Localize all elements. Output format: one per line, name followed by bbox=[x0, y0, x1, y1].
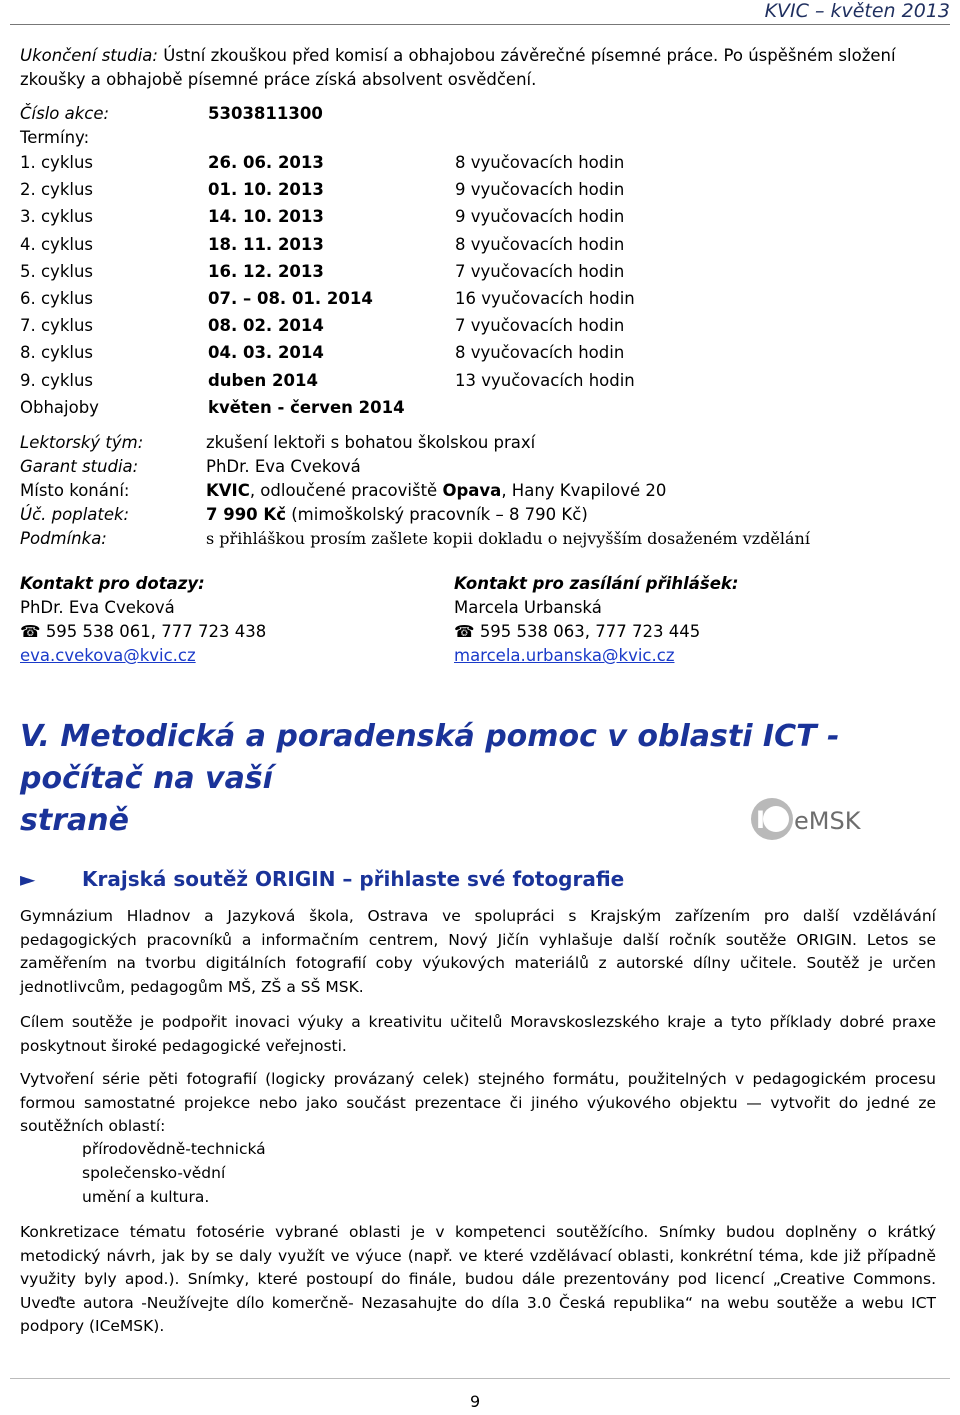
cycle-hours: 16 vyučovacích hodin bbox=[455, 289, 635, 308]
cycle-date: 07. – 08. 01. 2014 bbox=[208, 289, 373, 308]
footer-divider bbox=[10, 1378, 950, 1379]
section-heading-line2: straně bbox=[20, 803, 129, 838]
logo-text-emsk: eMSK bbox=[794, 807, 861, 835]
lecturers-label: Lektorský tým: bbox=[20, 433, 144, 452]
paragraph-3: Vytvoření série pěti fotografií (logicky provázaný celek) stejného formátu, použitelných v pedagogickém procesu formou samostatné projekce nebo jako součást prezentace či jiného výukového objektu — vytvořit do jedné ze soutěžních oblastí: bbox=[20, 1070, 936, 1135]
running-header: KVIC – květen 2013 bbox=[764, 0, 950, 22]
venue-value bbox=[206, 479, 666, 503]
contact-left-name: PhDr. Eva Cveková bbox=[20, 598, 175, 617]
intro-label: Ukončení studia: bbox=[20, 46, 158, 65]
guarantor-value: PhDr. Eva Cveková bbox=[206, 457, 361, 476]
section-heading-line1: V. Metodická a poradenská pomoc v oblasti ICT - počítač na vaší bbox=[20, 719, 840, 796]
competition-area: přírodovědně-technická bbox=[82, 1140, 266, 1158]
fee-label-b: . poplatek: bbox=[41, 505, 130, 524]
contact-left-email[interactable]: eva.cvekova@kvic.cz bbox=[20, 646, 196, 665]
cycle-name: 3. cyklus bbox=[20, 207, 94, 227]
guarantor-label: Garant studia: bbox=[20, 457, 139, 476]
intro-paragraph bbox=[20, 44, 938, 92]
contact-right-heading: Kontakt pro zasílání přihlášek: bbox=[454, 574, 739, 593]
subsection-title: Krajská soutěž ORIGIN – přihlaste své fotografie bbox=[82, 867, 625, 891]
cycle-name: 9. cyklus bbox=[20, 370, 94, 390]
fee-label-a: Úč bbox=[20, 505, 42, 524]
condition-value: s přihláškou prosím zašlete kopii dokladu o nejvyšším dosaženém vzdělání bbox=[206, 529, 810, 548]
cycle-name: 6. cyklus bbox=[20, 289, 94, 308]
venue-org: KVIC bbox=[206, 481, 250, 500]
cycle-hours: 8 vyučovacích hodin bbox=[455, 153, 625, 172]
action-number: 5303811300 bbox=[208, 104, 323, 123]
condition-label: Podmínka: bbox=[20, 529, 107, 548]
paragraph-4: Konkretizace tématu fotosérie vybrané oblasti je v kompetenci soutěžícího. Snímky budou doplněny o krátký metodický návrh, jak by se daly využít ve výuce (např. ve které vzdělávací oblasti, konkrétní téma, kde již případně využity byly apod.). Snímky, které postoupí do finále, budou dále prezentovány pod licencí „Creative Commons. Uveďte autora -Neužívejte dílo komerčně- Nezasahujte do díla 3.0 Česká republika“ na webu soutěže a webu ICT podpory (ICeMSK). bbox=[20, 1223, 936, 1335]
fee-price: 7 990 Kč bbox=[206, 505, 286, 524]
contact-inquiries bbox=[20, 572, 266, 668]
cycle-hours: 8 vyučovacích hodin bbox=[455, 234, 625, 254]
telephone-icon: ☎ bbox=[454, 622, 480, 641]
venue-label: Místo konání: bbox=[20, 481, 130, 500]
contact-left-phone-line bbox=[20, 620, 266, 644]
action-label: Číslo akce: bbox=[20, 104, 110, 123]
cycle-hours: 8 vyučovacích hodin bbox=[455, 343, 625, 363]
contact-left-phone: 595 538 061, 777 723 438 bbox=[45, 622, 267, 641]
fee-note: (mimoškolský pracovník – 8 790 Kč) bbox=[285, 505, 588, 524]
telephone-icon: ☎ bbox=[20, 622, 46, 641]
page-number: 9 bbox=[470, 1392, 481, 1411]
terms-label: Termíny: bbox=[20, 128, 90, 147]
competition-area: umění a kultura. bbox=[82, 1188, 210, 1206]
cycle-name: 5. cyklus bbox=[20, 261, 94, 281]
cycle-name: 4. cyklus bbox=[20, 234, 94, 254]
fee-label bbox=[20, 503, 129, 527]
contact-right-email[interactable]: marcela.urbanska@kvic.cz bbox=[454, 646, 675, 665]
cycle-name: 2. cyklus bbox=[20, 180, 94, 200]
contact-right-phone-line bbox=[454, 620, 739, 644]
fee-value bbox=[206, 503, 588, 527]
venue-rest1: , odloučené pracoviště bbox=[249, 481, 443, 500]
arrow-right-icon: ► bbox=[20, 867, 36, 891]
icemsk-logo bbox=[750, 796, 872, 842]
cycle-date: 01. 10. 2013 bbox=[208, 180, 324, 200]
venue-rest2: , Hany Kvapilové 20 bbox=[501, 481, 667, 500]
paragraph-1: Gymnázium Hladnov a Jazyková škola, Ostrava ve spolupráci s Krajským zařízením pro další vzdělávání pedagogických pracovníků a informačním centrem, Nový Jičín vyhlašuje další ročník soutěže ORIGIN. Letos se zaměřením na tvorbu digitálních fotografií coby výukových materiálů z autorské dílny učitele. Soutěž je určen jednotlivcům, pedagogům MŠ, ZŠ a SŠ MSK. bbox=[20, 907, 936, 996]
cycle-date: 14. 10. 2013 bbox=[208, 207, 324, 227]
cycle-date: 04. 03. 2014 bbox=[208, 343, 324, 363]
cycle-name: Obhajoby bbox=[20, 397, 99, 417]
cycle-name: 7. cyklus bbox=[20, 316, 94, 336]
contact-applications bbox=[454, 572, 739, 668]
cycle-date: duben 2014 bbox=[208, 370, 318, 390]
logo-text-ic: IC bbox=[756, 806, 783, 834]
intro-text: Ústní zkouškou před komisí a obhajobou závěrečné písemné práce. Po úspěšném složení zkoušky a obhajobě písemné práce získá absolvent osvědčení. bbox=[20, 46, 896, 89]
cycle-hours: 13 vyučovacích hodin bbox=[455, 370, 635, 390]
competition-area: společensko-vědní bbox=[82, 1164, 226, 1182]
cycle-name: 8. cyklus bbox=[20, 343, 94, 363]
cycle-hours: 9 vyučovacích hodin bbox=[455, 207, 625, 227]
cycle-hours: 7 vyučovacích hodin bbox=[455, 316, 625, 336]
paragraph-2: Cílem soutěže je podpořit inovaci výuky a kreativitu učitelů Moravskoslezského kraje a tyto příklady dobré praxe poskytnout široké pedagogické veřejnosti. bbox=[20, 1013, 936, 1055]
cycle-hours: 7 vyučovacích hodin bbox=[455, 261, 625, 281]
venue-city: Opava bbox=[442, 481, 502, 500]
contact-left-heading: Kontakt pro dotazy: bbox=[20, 574, 205, 593]
lecturers-value: zkušení lektoři s bohatou školskou praxí bbox=[206, 433, 536, 452]
contact-right-name: Marcela Urbanská bbox=[454, 598, 602, 617]
cycle-date: 18. 11. 2013 bbox=[208, 234, 324, 254]
header-divider bbox=[10, 24, 950, 25]
cycle-name: 1. cyklus bbox=[20, 153, 94, 172]
cycle-date: 26. 06. 2013 bbox=[208, 153, 324, 172]
cycle-date: 08. 02. 2014 bbox=[208, 316, 324, 336]
contact-right-phone: 595 538 063, 777 723 445 bbox=[479, 622, 701, 641]
cycle-date: květen - červen 2014 bbox=[208, 397, 405, 417]
cycle-hours: 9 vyučovacích hodin bbox=[455, 180, 625, 200]
cycle-date: 16. 12. 2013 bbox=[208, 261, 324, 281]
